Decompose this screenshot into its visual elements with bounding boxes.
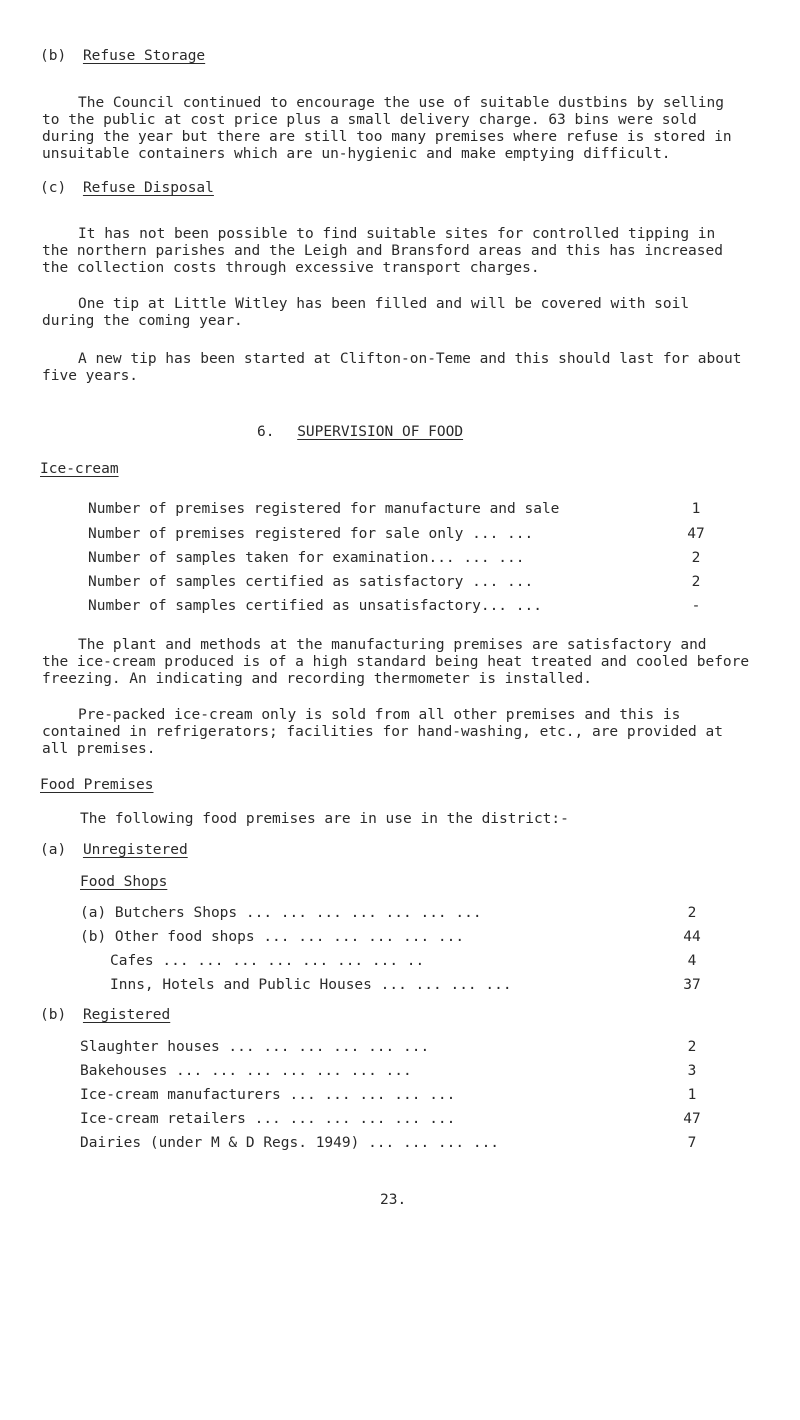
- section-6-title: SUPERVISION OF FOOD: [297, 424, 464, 440]
- section-b-heading: [40, 48, 205, 65]
- text-line: all premises.: [42, 741, 156, 757]
- stat-label: Number of premises registered for sale only ... ...: [88, 526, 534, 542]
- text-line: unsuitable containers which are un-hygienic and make emptying difficult.: [42, 146, 671, 162]
- unregistered-title: Unregistered: [82, 842, 188, 858]
- stat-value: 1: [691, 501, 701, 517]
- stat-row: [0, 501, 800, 521]
- text-line: five years.: [42, 368, 139, 384]
- section-c-title: Refuse Disposal: [82, 180, 214, 196]
- text-line: the collection costs through excessive transport charges.: [42, 260, 540, 276]
- list-item-label: Slaughter houses ... ... ... ... ... ...: [80, 1039, 430, 1055]
- list-item-value: 44: [683, 929, 701, 945]
- stat-label: Number of premises registered for manufacture and sale: [88, 501, 560, 517]
- list-item-value: 2: [687, 905, 697, 921]
- section-6-number: 6.: [257, 424, 275, 440]
- text-line: One tip at Little Witley has been filled and will be covered with soil: [78, 296, 690, 312]
- list-item-value: 3: [687, 1063, 697, 1079]
- stat-label: Number of samples certified as unsatisfactory... ...: [88, 598, 542, 614]
- section-b-title: Refuse Storage: [82, 48, 206, 64]
- stat-row: [0, 526, 800, 546]
- food-shops-subheading: Food Shops: [80, 874, 168, 890]
- unregistered-heading: [40, 842, 188, 859]
- list-item-label: (a) Butchers Shops ... ... ... ... ... ... ...: [80, 905, 482, 921]
- list-item-label: Inns, Hotels and Public Houses ... ... ... ...: [110, 977, 512, 993]
- list-item: [0, 977, 800, 997]
- stat-label: Number of samples certified as satisfactory ... ...: [88, 574, 534, 590]
- list-item-label: Cafes ... ... ... ... ... ... ... ..: [110, 953, 425, 969]
- list-item: [0, 929, 800, 949]
- text-line: A new tip has been started at Clifton-on-Teme and this should last for about: [78, 351, 742, 367]
- text-line: Pre-packed ice-cream only is sold from all other premises and this is: [78, 707, 681, 723]
- text-line: during the year but there are still too many premises where refuse is stored in: [42, 129, 732, 145]
- list-item-label: (b) Other food shops ... ... ... ... ... ...: [80, 929, 465, 945]
- registered-heading: [40, 1007, 170, 1024]
- section-6-heading: [257, 424, 463, 441]
- list-item-label: Ice-cream retailers ... ... ... ... ... ...: [80, 1111, 456, 1127]
- text-line: The plant and methods at the manufacturing premises are satisfactory and: [78, 637, 707, 653]
- list-item-value: 7: [687, 1135, 697, 1151]
- stat-row: [0, 550, 800, 570]
- text-line: freezing. An indicating and recording thermometer is installed.: [42, 671, 592, 687]
- unregistered-prefix: (a): [40, 842, 67, 858]
- section-c-prefix: (c): [40, 180, 67, 196]
- stat-label: Number of samples taken for examination... ... ...: [88, 550, 525, 566]
- text-line: contained in refrigerators; facilities for hand-washing, etc., are provided at: [42, 724, 723, 740]
- stat-value: 2: [691, 574, 701, 590]
- text-line: during the coming year.: [42, 313, 243, 329]
- stat-row: [0, 574, 800, 594]
- text-line: It has not been possible to find suitable sites for controlled tipping in: [78, 226, 716, 242]
- list-item-value: 2: [687, 1039, 697, 1055]
- ice-cream-heading: Ice-cream: [40, 461, 119, 477]
- list-item-value: 37: [683, 977, 701, 993]
- text-line: the northern parishes and the Leigh and Bransford areas and this has increased: [42, 243, 723, 259]
- stat-value: 47: [687, 526, 705, 542]
- list-item: [0, 1135, 800, 1155]
- list-item-value: 47: [683, 1111, 701, 1127]
- stat-value: 2: [691, 550, 701, 566]
- list-item-label: Ice-cream manufacturers ... ... ... ... ...: [80, 1087, 456, 1103]
- registered-prefix: (b): [40, 1007, 67, 1023]
- list-item: [0, 1087, 800, 1107]
- section-b-prefix: (b): [40, 48, 67, 64]
- text-line: The Council continued to encourage the use of suitable dustbins by selling: [78, 95, 725, 111]
- text-line: to the public at cost price plus a small delivery charge. 63 bins were sold: [42, 112, 697, 128]
- stat-row: [0, 598, 800, 618]
- list-item: [0, 1111, 800, 1131]
- list-item-label: Dairies (under M & D Regs. 1949) ... ... ... ...: [80, 1135, 500, 1151]
- list-item-value: 4: [687, 953, 697, 969]
- food-premises-intro: The following food premises are in use in the district:-: [80, 811, 569, 827]
- list-item: [0, 953, 800, 973]
- registered-title: Registered: [82, 1007, 171, 1023]
- food-premises-heading: Food Premises: [40, 777, 154, 793]
- list-item: [0, 905, 800, 925]
- list-item: [0, 1039, 800, 1059]
- stat-value: -: [691, 598, 701, 614]
- list-item-value: 1: [687, 1087, 697, 1103]
- section-c-heading: [40, 180, 214, 197]
- text-line: the ice-cream produced is of a high standard being heat treated and cooled before: [42, 654, 750, 670]
- list-item-label: Bakehouses ... ... ... ... ... ... ...: [80, 1063, 412, 1079]
- page-number: 23.: [380, 1192, 407, 1208]
- list-item: [0, 1063, 800, 1083]
